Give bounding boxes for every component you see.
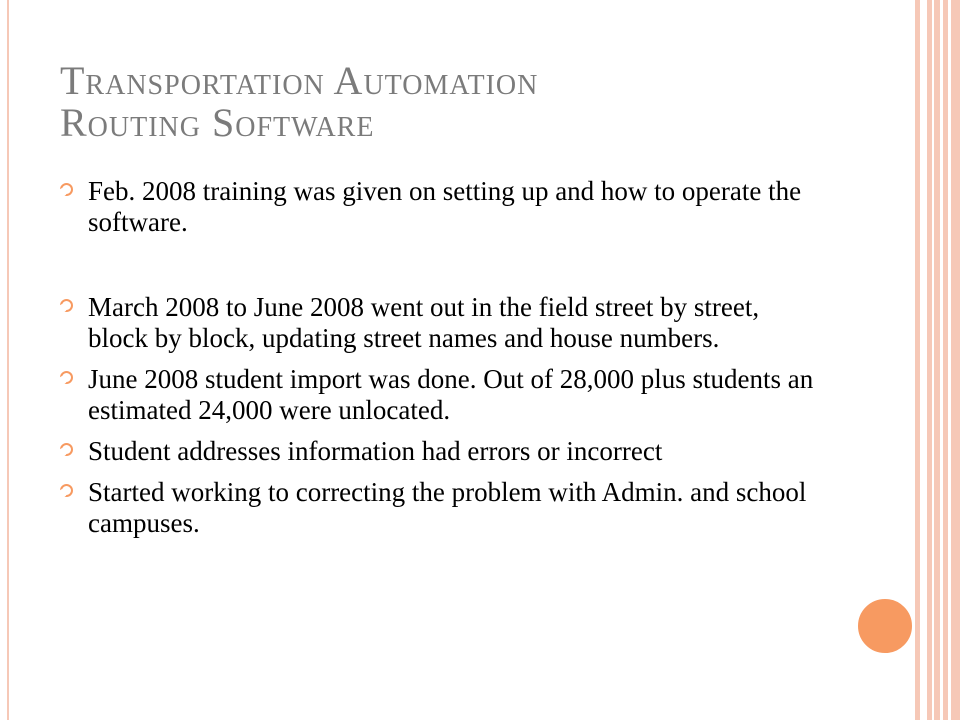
left-border-line	[7, 0, 9, 720]
slide-title-line-2: Routing Software	[60, 100, 375, 145]
bullet-ring-icon	[60, 183, 73, 196]
bullet-list	[60, 176, 820, 539]
bullet-ring-icon	[60, 371, 73, 384]
bullet-text: Started working to correcting the problem with Admin. and school campuses.	[88, 477, 807, 538]
bullet-text: June 2008 student import was done. Out of 28,000 plus students an estimated 24,000 were unlocated.	[88, 364, 814, 425]
bullet-item	[60, 436, 820, 467]
bullet-text: March 2008 to June 2008 went out in the field street by street, block by block, updating street names and house numbers.	[88, 292, 760, 353]
bullet-item	[60, 292, 820, 354]
bullet-item	[60, 176, 820, 238]
bullet-item	[60, 364, 820, 426]
decorative-circle	[856, 597, 914, 655]
bullet-text: Feb. 2008 training was given on setting up and how to operate the software.	[88, 176, 802, 237]
stripe	[951, 0, 960, 720]
bullet-ring-icon	[60, 443, 73, 456]
bullet-text: Student addresses information had errors or incorrect	[88, 436, 663, 466]
slide-title	[60, 60, 820, 144]
bullet-item	[60, 477, 820, 539]
bullet-ring-icon	[60, 299, 73, 312]
slide-title-line-1: Transportation Automation	[60, 58, 539, 103]
bullet-ring-icon	[60, 484, 73, 497]
decorative-stripes	[915, 0, 960, 720]
stripe	[920, 0, 927, 720]
